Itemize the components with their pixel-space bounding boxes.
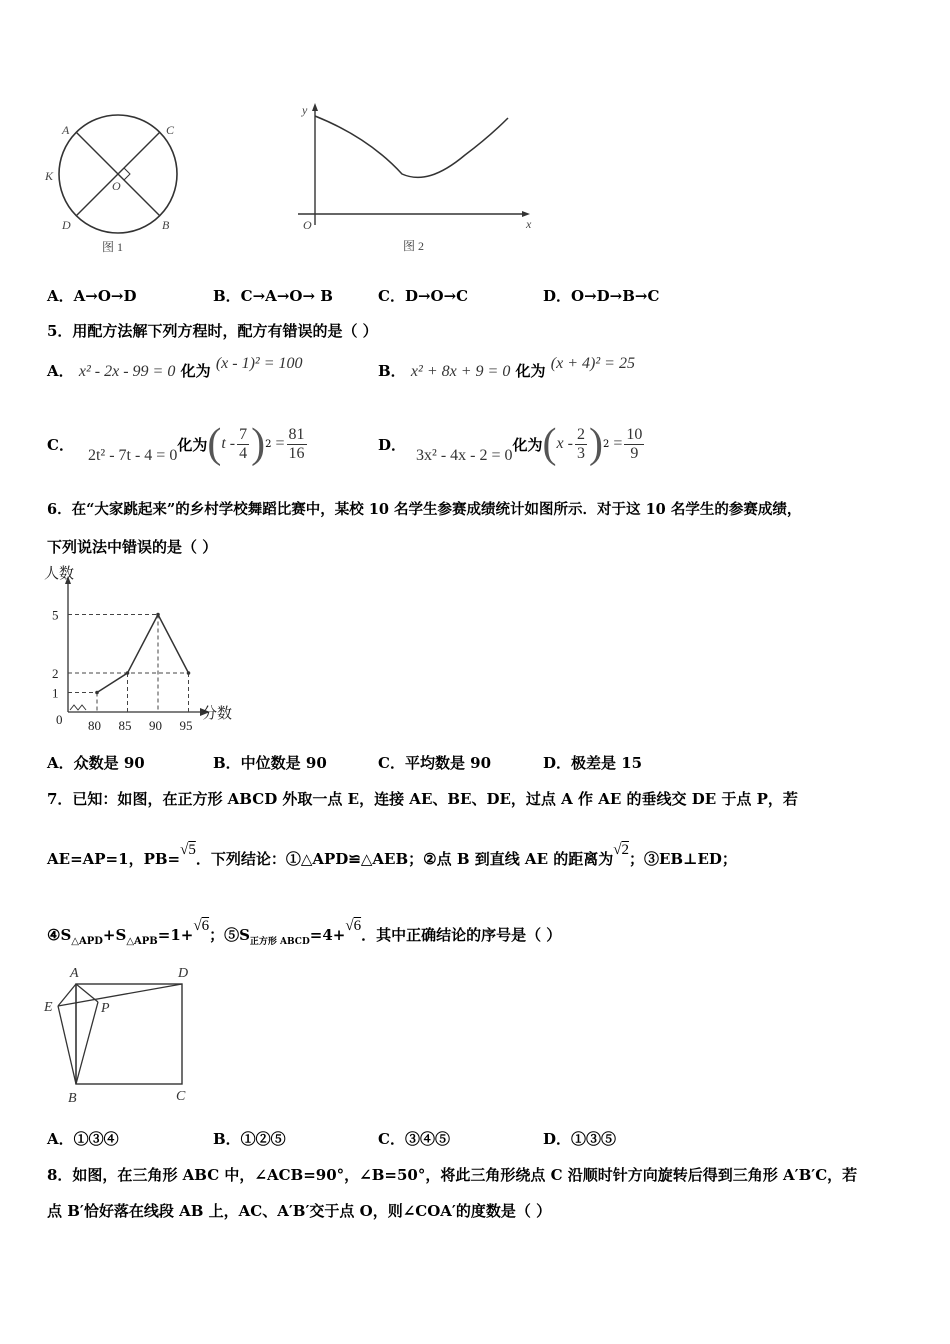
label-y: y — [302, 103, 308, 117]
q6-stem-line2: 下列说法中错误的是（ ） — [47, 538, 218, 556]
q5-d-to: 化为 — [512, 435, 543, 454]
q7-stem-line2: AE=AP=1，PB=√5．下列结论：①△APD≌△AEB；②点 B 到直线 AE 的距离为√2；③EB⊥ED； — [47, 842, 737, 868]
q5-b-to: 化为 — [515, 362, 546, 380]
q5-a-result: (x - 1)² = 100 — [215, 355, 303, 372]
q5-a-equation: x² - 2x - 99 = 0 — [78, 363, 176, 380]
axis-break — [70, 705, 86, 710]
y-tick-label-5: 5 — [52, 607, 59, 623]
label-d: D — [62, 218, 71, 232]
q5-b-result: (x + 4)² = 25 — [550, 355, 635, 372]
x-axis-label: 分数 — [202, 706, 233, 722]
label-o: O — [112, 179, 121, 193]
label-o2: O — [303, 218, 312, 232]
q6-option-b[interactable]: B．中位数是 90 — [213, 754, 327, 772]
right-angle-mark — [124, 168, 130, 180]
q7-sqrt6a: 6 — [201, 918, 210, 934]
q7-sqrt2: 2 — [621, 842, 629, 858]
q4-option-d[interactable]: D．O→D→B→C — [543, 287, 660, 305]
q6-option-a[interactable]: A．众数是 90 — [47, 754, 145, 772]
q5-c-rhs: $\frac{81}{16}$ — [288, 425, 305, 462]
q5-c-frac: $\frac{7}{4}$ — [239, 425, 248, 462]
score-chart — [40, 562, 250, 742]
q4-option-a[interactable]: A．A→O→D — [47, 287, 137, 305]
q7-stem-line3: $④S_{\triangle APD}+S_{\triangle APB}=1+√6$；$⑤S_{正方形 ABCD}=4+√6$．其中正确结论的序号是（ ） — [47, 918, 562, 947]
q6-option-c[interactable]: C．平均数是 90 — [378, 754, 492, 772]
q5-c-equation: 2t² - 7t - 4 = 0 — [87, 447, 178, 464]
x-tick-label-80: 80 — [88, 718, 101, 733]
caption-1: 图 1 — [102, 240, 124, 254]
data-point-85 — [126, 671, 130, 675]
sq-label-b: B — [68, 1091, 77, 1106]
label-b: B — [162, 218, 170, 232]
y-tick-label-1: 1 — [52, 685, 59, 701]
figure-1 — [40, 110, 190, 260]
x-tick-label-95: 95 — [179, 718, 193, 733]
y-tick-label-2: 2 — [52, 666, 59, 681]
sq-label-e: E — [44, 1000, 53, 1015]
q5-c-to: 化为 — [177, 435, 208, 454]
q6-stem-line1: 6．在“大家跳起来”的乡村学校舞蹈比赛中，某校 10 名学生参赛成绩统计如图所示．对于这 10 名学生的参赛成绩， — [47, 501, 802, 518]
sq-label-p: P — [101, 1001, 110, 1016]
series-line — [97, 615, 189, 693]
data-point-90 — [156, 613, 160, 617]
q8-stem-line2: 点 B′恰好落在线段 AB 上，AC、A′B′交于点 O，则∠COA′的度数是（ ） — [47, 1202, 552, 1220]
x-tick-label-90: 90 — [149, 718, 162, 733]
q7-sqrt6b: 6 — [353, 918, 362, 934]
q5-d-equation: 3x² - 4x - 2 = 0 — [416, 447, 513, 464]
sq-label-a: A — [70, 966, 79, 981]
figure-square — [40, 962, 200, 1112]
q7-option-d[interactable]: D．①③⑤ — [543, 1130, 617, 1148]
q6-option-d[interactable]: D．极差是 15 — [543, 754, 643, 772]
sq-label-c: C — [176, 1089, 186, 1104]
q5-option-a[interactable] — [47, 355, 303, 381]
q5-option-d[interactable]: D． 3x² - 4x - 2 = 0 化为 ( x - $\frac{2}{3}$ ) 2 = $\frac{10}{9}$ — [378, 421, 643, 467]
q7-sqrt5: 5 — [188, 842, 196, 858]
q5-d-frac: $\frac{2}{3}$ — [576, 425, 585, 462]
q5-option-c[interactable]: C． 2t² - 7t - 4 = 0 化为 ( t - $\frac{7}{4}$ ) 2 = $\frac{81}{16}$ — [47, 421, 305, 467]
q5-b-label: B． — [378, 362, 406, 380]
q7-option-c[interactable]: C．③④⑤ — [378, 1130, 450, 1148]
data-point-95 — [187, 671, 191, 675]
y-arrow — [312, 103, 318, 111]
x-tick-label-85: 85 — [118, 718, 132, 733]
label-k: K — [45, 169, 54, 183]
label-x: x — [526, 217, 532, 231]
q5-a-to: 化为 — [180, 362, 211, 380]
q4-option-c[interactable]: C．D→O→C — [378, 287, 469, 305]
q5-stem: 5．用配方法解下列方程时，配方有错误的是（ ） — [47, 322, 378, 340]
q5-option-b[interactable] — [378, 355, 635, 381]
origin-label: 0 — [56, 712, 63, 727]
q7-option-a[interactable]: A．①③④ — [47, 1130, 119, 1148]
label-c: C — [166, 123, 175, 137]
figure-2 — [290, 100, 550, 260]
caption-2: 图 2 — [403, 239, 425, 253]
q5-d-label: D． — [378, 435, 407, 454]
q5-a-label: A． — [47, 362, 74, 380]
q8-stem-line1: 8．如图，在三角形 ABC 中，∠ACB=90°，∠B=50°，将此三角形绕点 C 沿顺时针方向旋转后得到三角形 A′B′C，若 — [47, 1166, 858, 1184]
q5-d-rhs: $\frac{10}{9}$ — [626, 425, 643, 462]
data-point-80 — [95, 691, 99, 695]
q5-c-label: C． — [47, 435, 74, 454]
q7-option-b[interactable]: B．①②⑤ — [213, 1130, 286, 1148]
q5-b-equation: x² + 8x + 9 = 0 — [410, 363, 511, 380]
label-a: A — [62, 123, 70, 137]
sq-label-d: D — [178, 966, 189, 981]
q7-stem-line1: 7．已知：如图，在正方形 ABCD 外取一点 E，连接 AE、BE、DE，过点 A 作 AE 的垂线交 DE 于点 P，若 — [47, 790, 798, 808]
y-axis-label: 人数 — [44, 566, 75, 582]
q4-option-b[interactable]: B．C→A→O→ B — [213, 287, 333, 305]
curve — [315, 116, 508, 177]
